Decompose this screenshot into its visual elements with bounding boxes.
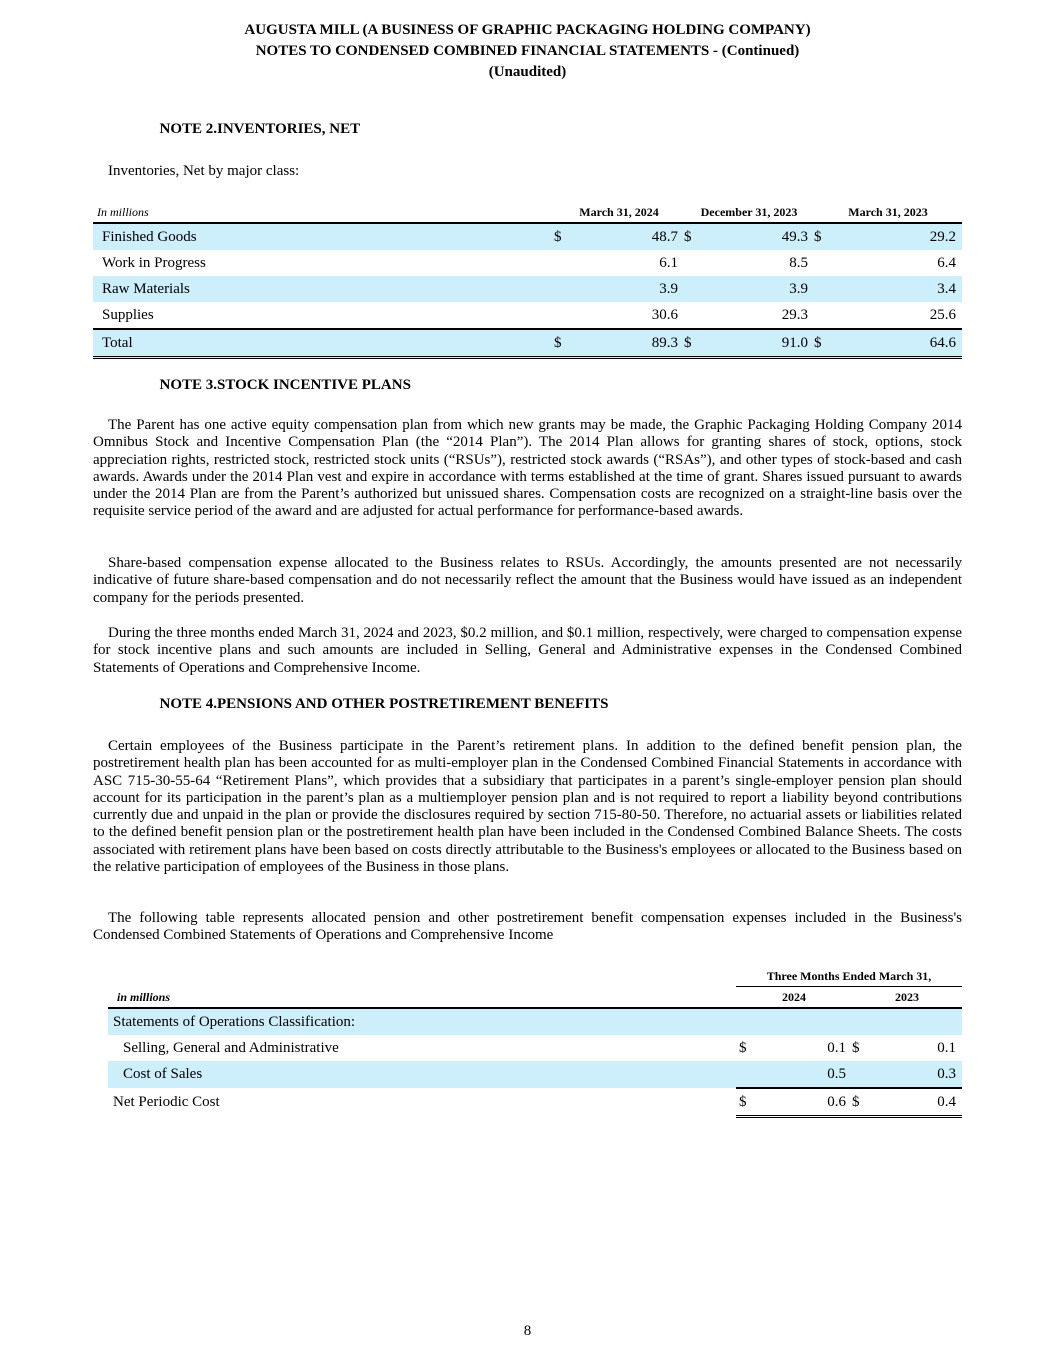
value-cell: 3.9 [574, 276, 684, 302]
currency-symbol: $ [684, 223, 704, 250]
note3-number: NOTE 3. [159, 377, 217, 393]
value-cell: 3.9 [704, 276, 814, 302]
pension-period-header: Three Months Ended March 31, [736, 966, 962, 987]
page-number: 8 [523, 1323, 532, 1339]
pension-unit-label: in millions [117, 990, 171, 1004]
currency-symbol: $ [554, 329, 574, 358]
note3-heading [93, 377, 411, 394]
value-cell: 3.4 [834, 276, 962, 302]
value-cell: 0.1 [937, 1039, 956, 1056]
note2-title: INVENTORIES, NET [217, 121, 361, 137]
pension-col-2: 2023 [895, 990, 919, 1004]
value-cell: 0.6 [756, 1088, 852, 1117]
header-unaudited: (Unaudited) [488, 64, 567, 80]
row-label: Net Periodic Cost [113, 1093, 220, 1110]
note3-title: STOCK INCENTIVE PLANS [217, 377, 411, 393]
currency-symbol: $ [554, 223, 574, 250]
inventories-col-3: March 31, 2023 [848, 205, 928, 219]
note4-number: NOTE 4. [159, 696, 217, 712]
value-cell: 29.2 [834, 223, 962, 250]
value-cell: 89.3 [574, 329, 684, 358]
value-cell: 6.4 [937, 254, 956, 271]
note3-paragraph-3: During the three months ended March 31, 2024 and 2023, $0.2 million, and $0.1 million, respectively, were charged to compensation expense for stock incentive plans and such amounts are included in Selling, General and Administrative expenses in the Condensed Combined Statements of Operations and Comprehensive Income. [93, 625, 962, 676]
row-label: Selling, General and Administrative [123, 1039, 339, 1056]
row-label: Finished Goods [93, 223, 554, 250]
pension-table [108, 966, 962, 1118]
currency-symbol: $ [814, 223, 834, 250]
header-company: AUGUSTA MILL (A BUSINESS OF GRAPHIC PACKAGING HOLDING COMPANY) [244, 22, 811, 38]
inventories-col-1: March 31, 2024 [579, 205, 659, 219]
row-label: Supplies [102, 306, 154, 323]
inventories-unit-label: In millions [97, 205, 149, 219]
table-row-total [93, 329, 962, 358]
table-row [108, 1035, 962, 1061]
value-cell: 0.5 [756, 1061, 852, 1088]
page-header [0, 20, 1055, 83]
inventories-header-row [93, 202, 962, 223]
note4-paragraph-1: Certain employees of the Business participate in the Parent’s retirement plans. In addition to the defined benefit pension plan, the postretirement health plan has been accounted for as multi-employer plan in the Condensed Combined Financial Statements in accordance with ASC 715-30-55-64 “Retirement Plans”, which provides that a subsidiary that participates in a parent’s single-employer pension plan should account for its participation in the parent’s plan as a multiemployer pension plan and is not required to report a liability beyond contributions currently due and unpaid in the plan or provide the disclosures required by section 715-80-50. Therefore, no actuarial assets or liabilities related to the defined benefit pension plan or the postretirement health plan have been included in the Condensed Combined Balance Sheets. The costs associated with retirement plans have been based on costs directly attributable to the Business's employees or allocated to the Business based on the relative participation of employees of the Business in those plans. [93, 738, 962, 876]
row-label: Total [93, 329, 554, 358]
currency-symbol: $ [814, 329, 834, 358]
value-cell: 30.6 [651, 306, 678, 323]
note3-paragraph-2: Share-based compensation expense allocated to the Business relates to RSUs. Accordingly, the amounts presented are not necessarily indicative of future share-based compensation and do not necessarily reflect the amount that the Business would have issued as an independent company for the periods presented. [93, 555, 962, 606]
note4-title: PENSIONS AND OTHER POSTRETIREMENT BENEFITS [217, 696, 609, 712]
table-row-total [108, 1088, 962, 1117]
value-cell: 0.3 [872, 1061, 962, 1088]
pension-header-row [108, 987, 962, 1009]
note2-number: NOTE 2. [159, 121, 217, 137]
value-cell: 0.1 [827, 1039, 846, 1056]
currency-symbol: $ [739, 1039, 747, 1056]
value-cell: 64.6 [834, 329, 962, 358]
note4-paragraph-2: The following table represents allocated pension and other postretirement benefit compensation expenses included in the Business's Condensed Combined Statements of Operations and Comprehensive Income [93, 910, 962, 944]
table-row [93, 302, 962, 329]
table-row [108, 1061, 962, 1088]
currency-symbol: $ [684, 329, 704, 358]
pension-period-header-row [108, 966, 962, 987]
currency-symbol: $ [852, 1039, 860, 1056]
value-cell: 0.4 [872, 1088, 962, 1117]
value-cell: 48.7 [574, 223, 684, 250]
pension-col-1: 2024 [782, 990, 806, 1004]
note2-heading [93, 121, 360, 138]
note4-heading [93, 696, 609, 713]
value-cell: 49.3 [704, 223, 814, 250]
value-cell: 91.0 [704, 329, 814, 358]
table-row [93, 276, 962, 302]
value-cell: 25.6 [929, 306, 956, 323]
currency-symbol: $ [852, 1088, 872, 1117]
header-notes-title: NOTES TO CONDENSED COMBINED FINANCIAL STATEMENTS - (Continued) [255, 43, 800, 59]
note2-intro: Inventories, Net by major class: [108, 163, 300, 179]
row-label: Cost of Sales [108, 1061, 736, 1088]
table-row [93, 223, 962, 250]
note3-paragraph-1: The Parent has one active equity compensation plan from which new grants may be made, the Graphic Packaging Holding Company 2014 Omnibus Stock and Incentive Compensation Plan (the “2014 Plan”). The 2014 Plan allows for granting shares of stock, options, stock appreciation rights, restricted stock, restricted stock units (“RSUs”), restricted stock awards (“RSAs”), and other types of stock-based and cash awards. Awards under the 2014 Plan vest and expire in accordance with terms established at the time of grant. Shares issued pursuant to awards under the 2014 Plan are from the Parent’s authorized but unissued shares. Compensation costs are recognized on a straight-line basis over the requisite service period of the award and are adjusted for actual performance for performance-based awards. [93, 417, 962, 520]
table-row [93, 250, 962, 276]
section-label: Statements of Operations Classification: [108, 1008, 736, 1035]
inventories-table [93, 202, 962, 359]
inventories-col-2: December 31, 2023 [700, 205, 798, 219]
table-row-section [108, 1008, 962, 1035]
row-label: Raw Materials [93, 276, 554, 302]
row-label: Work in Progress [102, 254, 206, 271]
value-cell: 8.5 [789, 254, 808, 271]
value-cell: 6.1 [659, 254, 678, 271]
currency-symbol: $ [736, 1088, 756, 1117]
value-cell: 29.3 [781, 306, 808, 323]
